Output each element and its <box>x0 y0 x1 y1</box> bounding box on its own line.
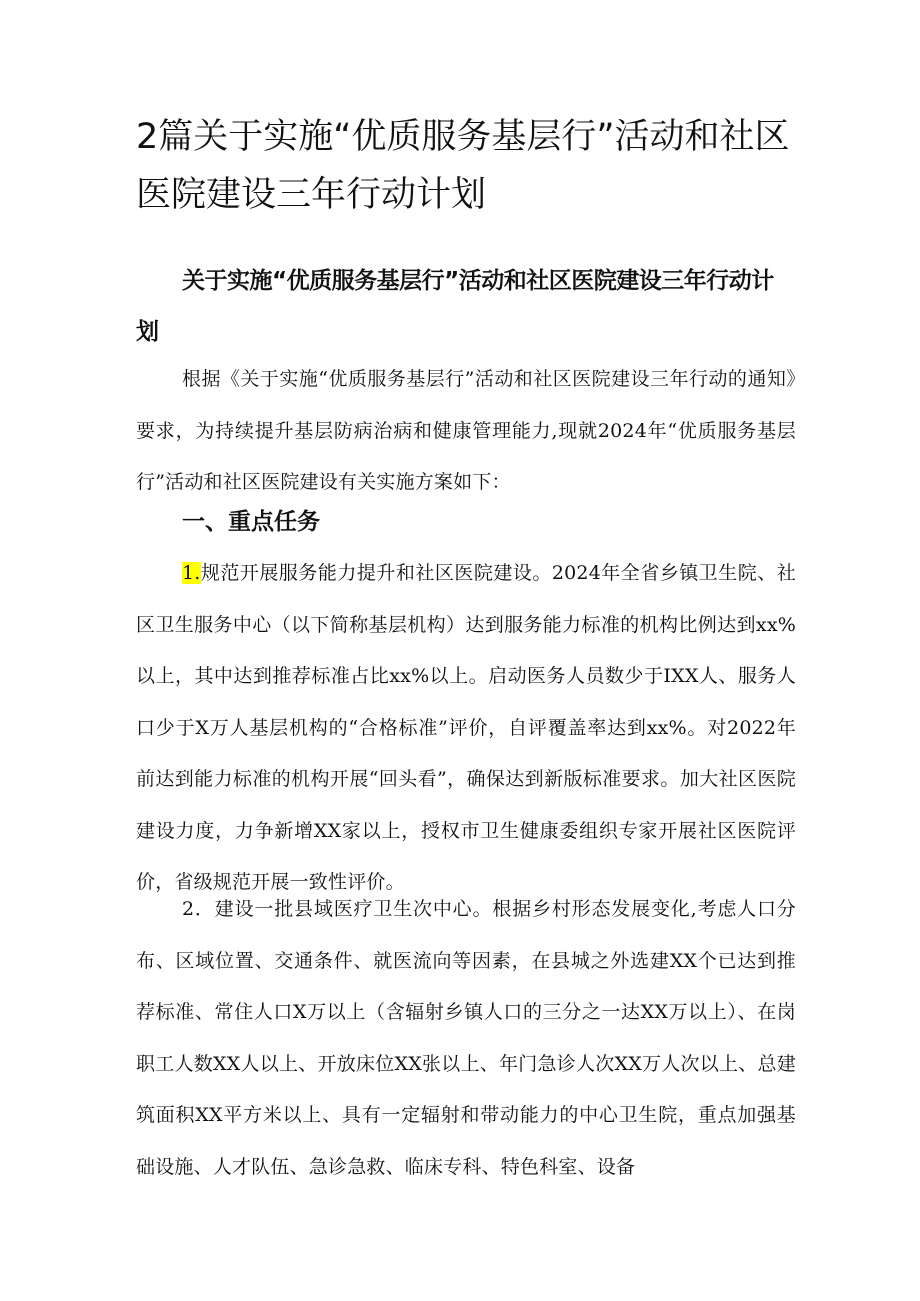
task-1-text: 规范开展服务能力提升和社区医院建设。2024年全省乡镇卫生院、社区卫生服务中心（以下简称基层机构）达到服务能力标准的机构比例达到xx%以上，其中达到推荐标准占比xx%以上。启动医务人员数少于IXX人、服务人口少于X万人基层机构的“合格标准”评价，自评覆盖率达到xx%。对2022年前达到能力标准的机构开展“回头看”，确保达到新版标准要求。加大社区医院建设力度，力争新增XX家以上，授权市卫生健康委组织专家开展社区医院评价，省级规范开展一致性评价。 <box>136 562 796 893</box>
task-1-number-highlight: 1. <box>182 562 201 584</box>
intro-paragraph: 根据《关于实施“优质服务基层行”活动和社区医院建设三年行动的通知》要求，为持续提升基层防病治病和健康管理能力,现就2024年“优质服务基层行”活动和社区医院建设有关实施方案如下： <box>136 368 796 493</box>
document-subtitle: 关于实施“优质服务基层行”活动和社区医院建设三年行动计划 <box>136 268 774 345</box>
task-1-paragraph <box>136 548 796 909</box>
document-title: 2篇关于实施“优质服务基层行”活动和社区医院建设三年行动计划 <box>136 117 790 215</box>
task-2-paragraph: 2．建设一批县域医疗卫生次中心。根据乡村形态发展变化,考虑人口分布、区域位置、交通条件、就医流向等因素，在县城之外选建XX个已达到推荐标准、常住人口X万以上（含辐射乡镇人口的三分之一达XX万以上）、在岗职工人数XX人以上、开放床位XX张以上、年门急诊人次XX万人次以上、总建筑面积XX平方米以上、具有一定辐射和带动能力的中心卫生院，重点加强基础设施、人才队伍、急诊急救、临床专科、特色科室、设备 <box>136 898 796 1178</box>
section-heading: 一、重点任务 <box>182 509 320 535</box>
